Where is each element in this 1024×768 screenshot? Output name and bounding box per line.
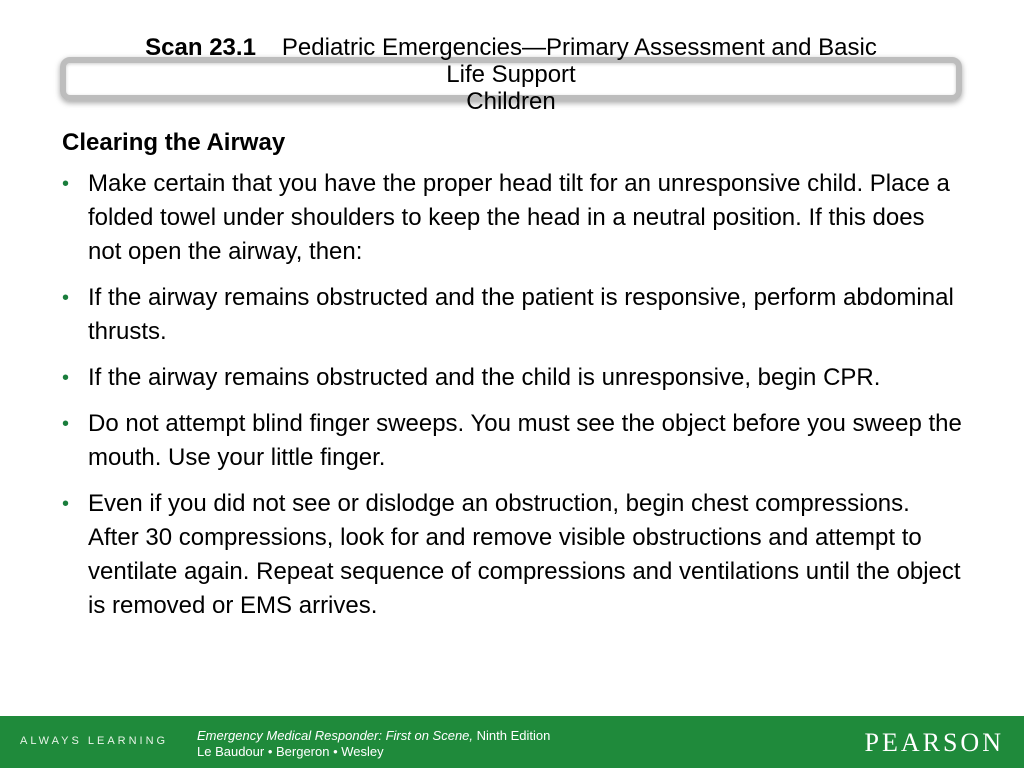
footer-tagline: ALWAYS LEARNING bbox=[20, 735, 169, 747]
bullet-item bbox=[62, 407, 962, 475]
bullet-icon: • bbox=[62, 493, 70, 515]
bullet-text: Make certain that you have the proper head tilt for an unresponsive child. Place a folded towel under shoulders to keep the head in a neutral position. If this does not open the airway, then: bbox=[88, 170, 950, 265]
slide-content bbox=[62, 127, 962, 635]
bullet-text: Even if you did not see or dislodge an obstruction, begin chest compressions. After 30 compressions, look for and remove visible obstructions and attempt to ventilate again. Repeat sequence of compressions and ventilations until the object is removed or EMS arrives. bbox=[88, 490, 961, 619]
bullet-item bbox=[62, 281, 962, 349]
bullet-icon: • bbox=[62, 287, 70, 309]
bullet-icon: • bbox=[62, 173, 70, 195]
section-heading: Clearing the Airway bbox=[62, 129, 286, 156]
bullet-item bbox=[62, 361, 962, 395]
book-edition: Ninth Edition bbox=[476, 728, 551, 743]
bullet-item bbox=[62, 167, 962, 269]
book-title: Emergency Medical Responder: First on Scene, bbox=[197, 728, 474, 743]
footer-bar bbox=[0, 716, 1024, 768]
bullet-text: If the airway remains obstructed and the patient is responsive, perform abdominal thrusts. bbox=[88, 284, 954, 345]
bullet-list bbox=[62, 167, 962, 623]
book-title-line bbox=[197, 728, 550, 744]
bullet-icon: • bbox=[62, 413, 70, 435]
bullet-item bbox=[62, 487, 962, 623]
book-authors: Le Baudour • Bergeron • Wesley bbox=[197, 744, 384, 759]
book-citation bbox=[197, 728, 550, 760]
bullet-icon: • bbox=[62, 367, 70, 389]
title-line-2: Life Support bbox=[446, 61, 576, 88]
bullet-text: If the airway remains obstructed and the child is unresponsive, begin CPR. bbox=[88, 364, 881, 391]
title-text-1: Pediatric Emergencies—Primary Assessment and Basic bbox=[281, 34, 877, 61]
slide-title bbox=[60, 34, 962, 115]
pearson-logo: PEARSON bbox=[864, 728, 1004, 757]
slide-subtitle: Children bbox=[466, 88, 556, 115]
scan-label: Scan 23.1 bbox=[145, 34, 256, 61]
title-line-1 bbox=[60, 34, 962, 61]
bullet-text: Do not attempt blind finger sweeps. You must see the object before you sweep the mouth. Use your little finger. bbox=[88, 410, 962, 471]
